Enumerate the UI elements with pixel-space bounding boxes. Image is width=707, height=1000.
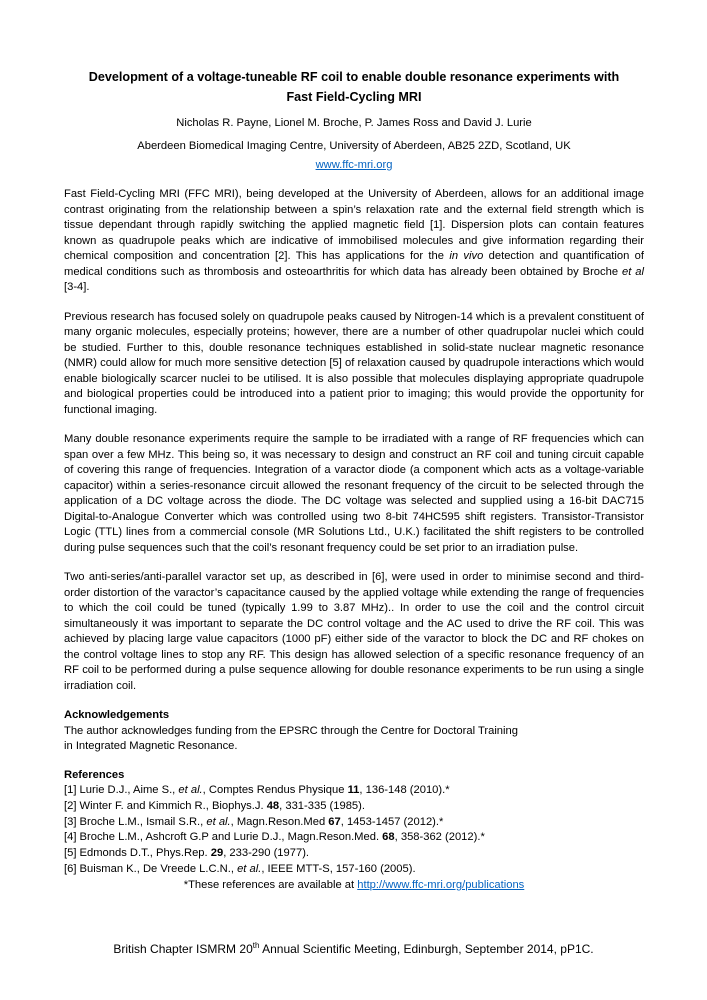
abstract-paragraphs bbox=[64, 187, 644, 694]
text-segment: 67 bbox=[328, 815, 341, 828]
text-segment: in vivo bbox=[449, 250, 484, 263]
footer-line bbox=[0, 942, 707, 956]
text-segment: et al bbox=[622, 265, 644, 278]
reference-item bbox=[64, 862, 644, 878]
footer-text-suffix: Annual Scientific Meeting, Edinburgh, September 2014, pP1C. bbox=[259, 942, 594, 956]
abstract-paragraph bbox=[64, 570, 644, 694]
authors-line: Nicholas R. Payne, Lionel M. Broche, P. James Ross and David J. Lurie bbox=[176, 117, 532, 130]
text-segment: , 233-290 (1977). bbox=[223, 847, 310, 860]
text-segment: 68 bbox=[382, 831, 395, 844]
reference-item bbox=[64, 799, 644, 815]
text-segment: 48 bbox=[266, 799, 280, 812]
footer-text-prefix: British Chapter ISMRM 20 bbox=[113, 942, 253, 956]
acknowledgements-section bbox=[64, 708, 644, 755]
abstract-paragraph bbox=[64, 310, 644, 419]
text-segment: , 1453-1457 (2012).* bbox=[340, 815, 444, 828]
text-segment: [4] Broche L.M., Ashcroft G.P and Lurie D.J., Magn.Reson.Med. bbox=[64, 831, 383, 844]
reference-item bbox=[64, 815, 644, 831]
abstract-paragraph bbox=[64, 187, 644, 296]
text-segment: 29 bbox=[210, 847, 224, 860]
text-segment: , IEEE MTT-S, 157-160 (2005). bbox=[261, 863, 416, 876]
text-segment: [6] Buisman K., De Vreede L.C.N., bbox=[64, 863, 238, 876]
text-segment: , 136-148 (2010).* bbox=[359, 784, 450, 797]
text-segment: , Magn.Reson.Med bbox=[230, 815, 329, 828]
text-segment: , 331-335 (1985). bbox=[279, 799, 365, 812]
reference-item bbox=[64, 830, 644, 846]
reference-list bbox=[64, 783, 644, 878]
references-note-text: *These references are available at bbox=[183, 878, 358, 891]
text-segment: Many double resonance experiments require the sample to be irradiated with a range of RF frequencies which can span over a few MHz. This being so, it was necessary to design and construct an RF coil and tuning circuit capable of covering this range of frequencies. Integration of a varactor diode (a component which acts as a voltage-variable capacitor) within a series-resonance circuit allowed the resonant frequency of the circuit to be selected through the application of a DC voltage across the diode. The DC voltage was selected and supplied using a 16-bit DAC715 Digital-to-Analogue Converter which was controlled using two 8-bit 74HC595 shift registers. Transistor-Transistor Logic (TTL) lines from a commercial console (MR Solutions Ltd., U.K.) facilitated the shift registers to be controlled during pulse sequences such that the coil’s resonant frequency could be set prior to an irradiation pulse. bbox=[64, 433, 644, 554]
text-segment: et al. bbox=[178, 784, 203, 797]
text-segment: Previous research has focused solely on quadrupole peaks caused by Nitrogen-14 which is a prevalent constituent of many organic molecules, especially proteins; however, there are a number of other quadrupolar nuclei which could be studied. Further to this, double resonance techniques established in solid-state nuclear magnetic resonance (NMR) could allow for much more sensitive detection [5] of relaxation caused by quadrupole interactions which would enable biologically scarcer nuclei to be utilised. It is also possible that molecules displaying appropriate quadrupole and biological properties could be introduced into a patient prior to imaging; this would provide the opportunity for functional imaging. bbox=[64, 310, 644, 416]
text-segment: , 358-362 (2012).* bbox=[394, 831, 485, 844]
footer-superscript: th bbox=[252, 941, 260, 950]
website-row bbox=[64, 159, 644, 171]
references-note bbox=[64, 878, 644, 894]
text-segment: Two anti-series/anti-parallel varactor set up, as described in [6], were used in order to minimise second and third-order distortion of the varactor’s capacitance caused by the applied voltage while extending the range of frequencies to which the coil could be tuned (typically 1.99 to 3.87 MHz).. In order to use the coil and the control circuit simultaneously it was important to separate the DC control voltage and the AC used to drive the RF coil. This was achieved by placing large value capacitors (1000 pF) either side of the varactor to block the DC and RF chokes on the control voltage lines to stop any RF. This design has allowed selection of a specific resonance frequency of an RF coil to be performed during a pulse sequence allowing for double resonance experiments to be run using a single irradiation coil. bbox=[64, 571, 644, 692]
text-segment: 11 bbox=[347, 784, 360, 797]
text-segment: detection and quantification of medical conditions such as thrombosis and osteoarthritis for which data has already been obtained by Broche bbox=[64, 250, 645, 278]
text-segment: [3] Broche L.M., Ismail S.R., bbox=[64, 815, 207, 828]
text-segment: et al. bbox=[237, 863, 262, 876]
text-segment: [2] Winter F. and Kimmich R., Biophys.J. bbox=[64, 799, 267, 812]
website-link[interactable]: www.ffc-mri.org bbox=[315, 159, 393, 172]
text-segment: et al. bbox=[206, 815, 231, 828]
references-section bbox=[64, 768, 644, 894]
acknowledgements-text bbox=[64, 724, 644, 755]
abstract-paragraph bbox=[64, 432, 644, 556]
text-segment: [1] Lurie D.J., Aime S., bbox=[64, 784, 179, 797]
references-heading: References bbox=[64, 768, 125, 781]
acknowledgements-line: in Integrated Magnetic Resonance. bbox=[64, 740, 238, 753]
acknowledgements-heading: Acknowledgements bbox=[64, 709, 170, 722]
text-segment: , Comptes Rendus Physique bbox=[202, 784, 348, 797]
reference-item bbox=[64, 846, 644, 862]
affiliation-line: Aberdeen Biomedical Imaging Centre, University of Aberdeen, AB25 2ZD, Scotland, UK bbox=[137, 140, 571, 153]
text-segment: [5] Edmonds D.T., Phys.Rep. bbox=[64, 847, 211, 860]
text-segment: Fast Field-Cycling MRI (FFC MRI), being developed at the University of Aberdeen, allows for an additional image contrast originating from the relationship between a spin’s relaxation rate and the external field strength which is tissue dependant through rapidly switching the applied magnetic field [1]. Dispersion plots can contain features known as quadrupole peaks which are indicative of immobilised molecules and give information regarding their chemical composition and concentration [2]. This has applications for the bbox=[64, 188, 644, 263]
text-segment: [3-4]. bbox=[64, 281, 90, 294]
reference-item bbox=[64, 783, 644, 799]
publications-link[interactable]: http://www.ffc-mri.org/publications bbox=[357, 878, 525, 891]
acknowledgements-line: The author acknowledges funding from the EPSRC through the Centre for Doctoral Training bbox=[64, 724, 518, 737]
paper-title: Development of a voltage-tuneable RF coil to enable double resonance experiments with Fast Field-Cycling MRI bbox=[88, 70, 620, 104]
